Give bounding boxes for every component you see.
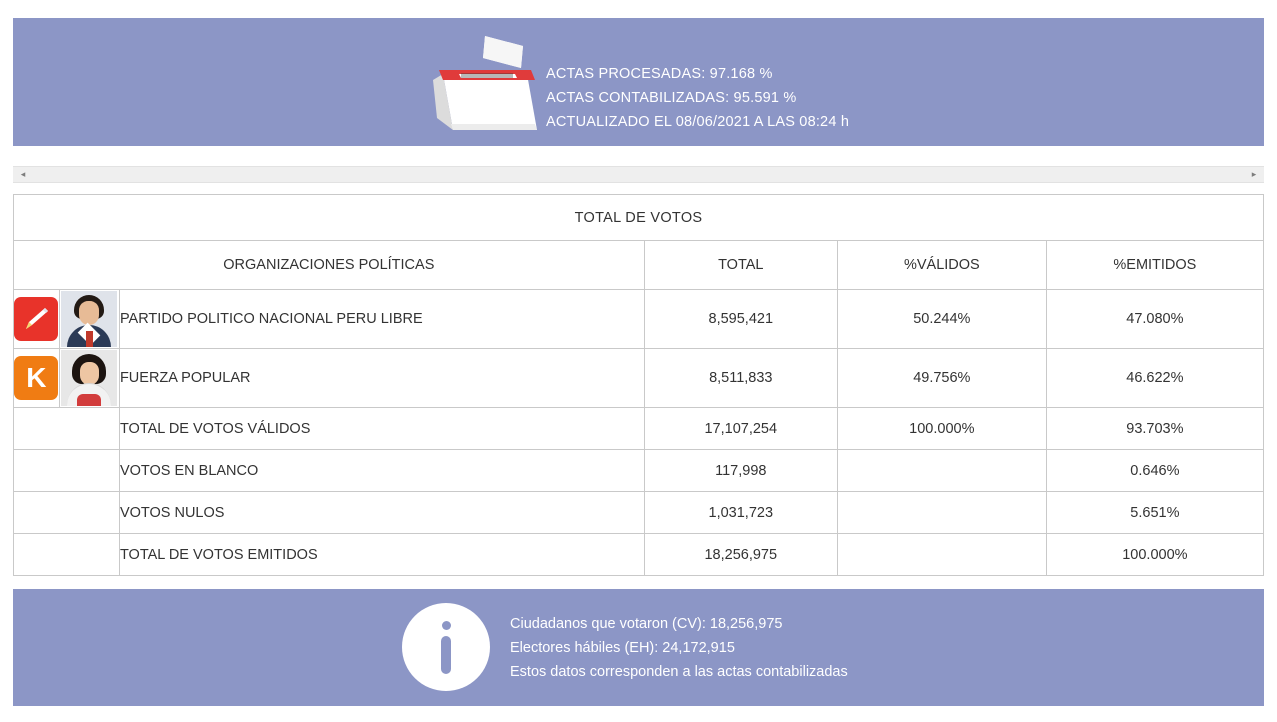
summary-total: 1,031,723 bbox=[644, 492, 837, 534]
total-votes-table bbox=[13, 194, 1264, 576]
summary-emitted-pct: 5.651% bbox=[1046, 492, 1263, 534]
empty-cell bbox=[14, 492, 120, 534]
table-row bbox=[14, 408, 1264, 450]
data-note-line: Estos datos corresponden a las actas contabilizadas bbox=[510, 664, 848, 680]
table-title-row bbox=[14, 195, 1264, 241]
summary-total: 17,107,254 bbox=[644, 408, 837, 450]
pencil-icon bbox=[23, 306, 49, 332]
table-row bbox=[14, 349, 1264, 408]
summary-emitted-pct: 100.000% bbox=[1046, 534, 1263, 576]
summary-label: VOTOS EN BLANCO bbox=[119, 450, 644, 492]
table-title: TOTAL DE VOTOS bbox=[14, 195, 1264, 241]
party-name: PARTIDO POLITICO NACIONAL PERU LIBRE bbox=[119, 290, 644, 349]
summary-emitted-pct: 0.646% bbox=[1046, 450, 1263, 492]
table-header-row bbox=[14, 241, 1264, 290]
fuerza-popular-logo-icon: K bbox=[14, 356, 58, 400]
empty-cell bbox=[14, 450, 120, 492]
scroll-right-arrow-icon[interactable]: ▸ bbox=[1251, 169, 1257, 179]
horizontal-scrollbar[interactable] bbox=[13, 166, 1264, 183]
results-table-container bbox=[13, 194, 1264, 576]
voter-info-text bbox=[510, 612, 848, 684]
party-emitted-pct: 47.080% bbox=[1046, 290, 1263, 349]
processed-acts-banner bbox=[13, 18, 1264, 146]
ballot-box-icon bbox=[425, 34, 545, 132]
party-logo-cell bbox=[14, 290, 60, 349]
party-valid-pct: 49.756% bbox=[837, 349, 1046, 408]
party-valid-pct: 50.244% bbox=[837, 290, 1046, 349]
table-row bbox=[14, 534, 1264, 576]
summary-valid-pct bbox=[837, 450, 1046, 492]
table-row bbox=[14, 290, 1264, 349]
scroll-left-arrow-icon[interactable]: ◂ bbox=[20, 169, 26, 179]
header-emitted-pct: %EMITIDOS bbox=[1046, 241, 1263, 290]
party-emitted-pct: 46.622% bbox=[1046, 349, 1263, 408]
candidate-photo-keiko-fujimori bbox=[61, 350, 117, 406]
info-icon bbox=[402, 603, 490, 691]
summary-label: TOTAL DE VOTOS VÁLIDOS bbox=[119, 408, 644, 450]
party-total: 8,595,421 bbox=[644, 290, 837, 349]
summary-label: VOTOS NULOS bbox=[119, 492, 644, 534]
empty-cell bbox=[14, 534, 120, 576]
summary-total: 18,256,975 bbox=[644, 534, 837, 576]
candidate-photo-pedro-castillo bbox=[61, 291, 117, 347]
peru-libre-logo-icon bbox=[14, 297, 58, 341]
party-logo-cell bbox=[14, 349, 60, 408]
party-total: 8,511,833 bbox=[644, 349, 837, 408]
summary-valid-pct bbox=[837, 534, 1046, 576]
header-total: TOTAL bbox=[644, 241, 837, 290]
candidate-photo-cell bbox=[59, 349, 119, 408]
summary-valid-pct bbox=[837, 492, 1046, 534]
summary-label: TOTAL DE VOTOS EMITIDOS bbox=[119, 534, 644, 576]
candidate-photo-cell bbox=[59, 290, 119, 349]
banner-text bbox=[546, 62, 849, 134]
updated-line: ACTUALIZADO EL 08/06/2021 A LAS 08:24 h bbox=[546, 114, 850, 130]
header-valid-pct: %VÁLIDOS bbox=[837, 241, 1046, 290]
header-organizations: ORGANIZACIONES POLÍTICAS bbox=[14, 241, 645, 290]
acts-processed-line: ACTAS PROCESADAS: 97.168 % bbox=[546, 66, 773, 82]
summary-emitted-pct: 93.703% bbox=[1046, 408, 1263, 450]
party-name: FUERZA POPULAR bbox=[119, 349, 644, 408]
empty-cell bbox=[14, 408, 120, 450]
table-row bbox=[14, 492, 1264, 534]
citizens-voted-line: Ciudadanos que votaron (CV): 18,256,975 bbox=[510, 616, 783, 632]
acts-counted-line: ACTAS CONTABILIZADAS: 95.591 % bbox=[546, 90, 797, 106]
summary-total: 117,998 bbox=[644, 450, 837, 492]
summary-valid-pct: 100.000% bbox=[837, 408, 1046, 450]
eligible-voters-line: Electores hábiles (EH): 24,172,915 bbox=[510, 640, 735, 656]
table-row bbox=[14, 450, 1264, 492]
